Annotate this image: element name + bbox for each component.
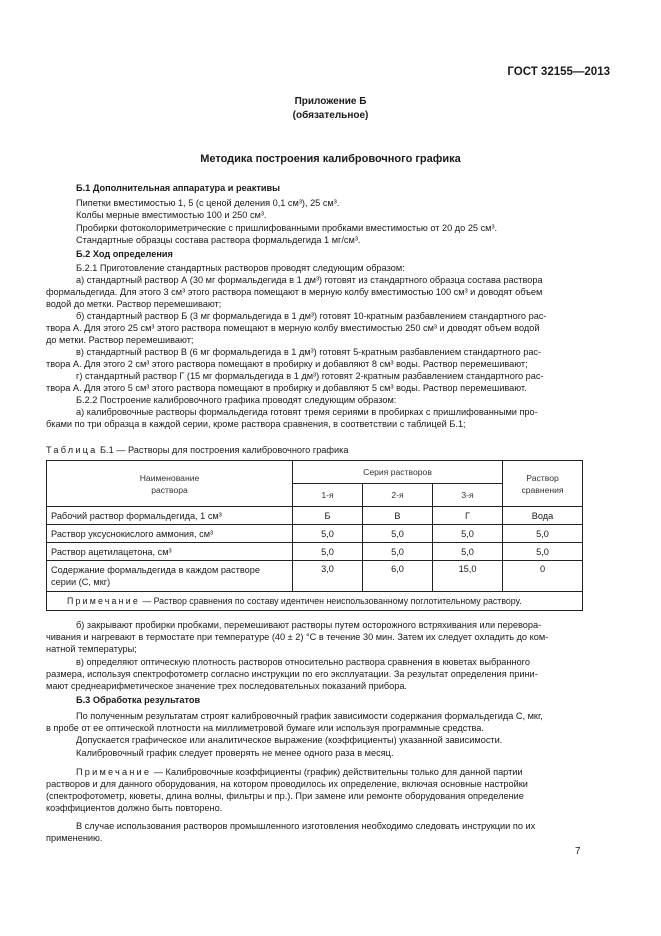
b2-line: б) стандартный раствор Б (3 мг формальдегида в 1 дм³) готовят 10-кратным разбавлением стандартного рас- <box>76 311 547 321</box>
section-b1-heading: Б.1 Дополнительная аппаратура и реактивы <box>76 183 281 193</box>
body-line: мают среднеарифметическое значение трех последовательных показаний прибора. <box>46 681 407 691</box>
section-b3-heading: Б.3 Обработка результатов <box>76 695 201 705</box>
table-note-text: — Раствор сравнения по составу идентичен неиспользованному поглотительному раствору. <box>139 596 522 606</box>
cell-s3: 5,0 <box>433 543 503 561</box>
cell-s3: 5,0 <box>433 525 503 543</box>
b1-line: Пробирки фотоколориметрические с пришлифованными пробками вместимостью от 20 до 25 см³. <box>76 223 498 233</box>
b1-line: Стандартные образцы состава раствора формальдегида 1 мг/см³. <box>76 235 361 245</box>
cell-ref: 5,0 <box>503 525 583 543</box>
cell-name: Раствор ацетилацетона, см³ <box>47 543 293 561</box>
cell-s2: 6,0 <box>363 561 433 592</box>
header-series-3: 3-я <box>433 484 503 507</box>
section-b2-heading: Б.2 Ход определения <box>76 249 173 259</box>
b2-line: бками по три образца в каждой серии, кроме раствора сравнения, в соответствии с таблицей Б.1; <box>46 419 466 429</box>
final-line: В случае использования растворов промышленного изготовления необходимо следовать инструкции по их <box>76 821 536 831</box>
table-row <box>47 507 583 525</box>
b3-note-label: Примечание <box>76 767 152 777</box>
cell-s2: 5,0 <box>363 525 433 543</box>
b2-line: твора А. Для этого 2 см³ этого раствора помещают в пробирку и добавляют 8 см³ воды. Раствор перемешивают; <box>46 359 528 369</box>
body-line: размера, используя спектрофотометр согласно инструкции по его эксплуатации. За результат определения прини- <box>46 669 538 679</box>
b2-line: г) стандартный раствор Г (15 мг формальдегида в 1 дм³) готовят 2-кратным разбавлением стандартного рас- <box>76 371 544 381</box>
cell-s3: Г <box>433 507 503 525</box>
b3-note-line: (спектрофотометр, кюветы, длина волны, фильтры и пр.). При замене или ремонте оборудования определение <box>46 791 524 801</box>
header-reference: Раствор сравнения <box>503 461 583 507</box>
b3-line: По полученным результатам строят калибровочный график зависимости содержания формальдегида С, мкг, <box>76 711 543 721</box>
header-series: Серия растворов <box>293 461 503 484</box>
b2-line: Б.2.2 Построение калибровочного графика проводят следующим образом: <box>76 395 397 405</box>
body-line: чивания и нагревают в термостате при температуре (40 ± 2) °С в течение 30 мин. Затем их следует охладить до ком- <box>46 632 549 642</box>
table-note <box>47 592 583 611</box>
b3-note-line: коэффициентов должно быть повторено. <box>46 803 223 813</box>
body-line: б) закрывают пробирки пробками, перемешивают растворы путем осторожного встряхивания или перевора- <box>76 620 542 630</box>
b2-line: водой до метки. Раствор перемешивают; <box>46 299 222 309</box>
b2-line: твора А. Для этого 25 см³ этого раствора помещают в мерную колбу вместимостью 250 см³ и доводят объем водой <box>46 323 540 333</box>
page-title: Методика построения калибровочного графика <box>200 153 461 165</box>
cell-ref: Вода <box>503 507 583 525</box>
table-caption-label: Таблица <box>46 445 98 455</box>
page-number: 7 <box>575 846 581 857</box>
table-header-row <box>47 461 583 484</box>
body-line: натной температуры; <box>46 644 137 654</box>
cell-s2: В <box>363 507 433 525</box>
body-line: в) определяют оптическую плотность растворов относительно раствора сравнения в кюветах выбранного <box>76 657 530 667</box>
table-row <box>47 525 583 543</box>
cell-name: Содержание формальдегида в каждом растворе серии (С, мкг) <box>47 561 293 592</box>
header-series-2: 2-я <box>363 484 433 507</box>
b2-line: в) стандартный раствор В (6 мг формальдегида в 1 дм³) готовят 5-кратным разбавлением стандартного рас- <box>76 347 542 357</box>
b2-line: Б.2.1 Приготовление стандартных растворов проводят следующим образом: <box>76 263 405 273</box>
b3-note-line: растворов и для данного оборудования, на котором проводилось их определение, включая основные настройки <box>46 779 528 789</box>
b3-line: Калибровочный график следует проверять не менее одного раза в месяц. <box>76 748 394 758</box>
b1-line: Колбы мерные вместимостью 100 и 250 см³. <box>76 210 267 220</box>
header-solution-name: Наименование раствора <box>47 461 293 507</box>
b1-line: Пипетки вместимостью 1, 5 (с ценой деления 0,1 см³), 25 см³. <box>76 198 340 208</box>
solutions-table <box>46 460 583 611</box>
table-note-label: Примечание <box>67 596 140 606</box>
appendix-heading <box>0 95 661 123</box>
b2-line: формальдегида. Для этого 3 см³ этого раствора помещают в мерную колбу вместимостью 100 см³ и доводят объем <box>46 287 543 297</box>
b2-line: до метки. Раствор перемешивают; <box>46 335 194 345</box>
table-caption-text: Б.1 — Растворы для построения калибровочного графика <box>100 445 349 455</box>
cell-ref: 5,0 <box>503 543 583 561</box>
cell-s1: Б <box>293 507 363 525</box>
b3-note-first-line <box>76 766 523 778</box>
b3-note-text: — Калибровочные коэффициенты (график) действительны только для данной партии <box>151 767 523 777</box>
cell-ref: 0 <box>503 561 583 592</box>
final-line: применению. <box>46 833 103 843</box>
table-row <box>47 561 583 592</box>
b2-line: а) стандартный раствор А (30 мг формальдегида в 1 дм³) готовят из стандартного образца состава раствора <box>76 275 543 285</box>
b3-line: Допускается графическое или аналитическое выражение (коэффициенты) указанной зависимости. <box>76 735 503 745</box>
cell-s3: 15,0 <box>433 561 503 592</box>
b2-line: твора А. Для этого 5 см³ этого раствора помещают в пробирку и добавляют 5 см³ воды. Раствор перемешивают. <box>46 383 527 393</box>
cell-name: Рабочий раствор формальдегида, 1 см³ <box>47 507 293 525</box>
cell-s1: 5,0 <box>293 525 363 543</box>
table-row <box>47 543 583 561</box>
cell-s1: 3,0 <box>293 561 363 592</box>
appendix-title: Приложение Б <box>294 96 367 107</box>
cell-s1: 5,0 <box>293 543 363 561</box>
b2-line: а) калибровочные растворы формальдегида готовят тремя сериями в пробирках с пришлифованными про- <box>76 407 538 417</box>
cell-s2: 5,0 <box>363 543 433 561</box>
standard-number: ГОСТ 32155—2013 <box>507 66 610 78</box>
appendix-subtitle: (обязательное) <box>292 110 369 121</box>
table-caption <box>46 445 348 455</box>
header-series-1: 1-я <box>293 484 363 507</box>
b3-line: в пробе от ее оптической плотности на миллиметровой бумаге или используя программные средства. <box>46 723 484 733</box>
table-note-row <box>47 592 583 611</box>
cell-name: Раствор уксуснокислого аммония, см³ <box>47 525 293 543</box>
